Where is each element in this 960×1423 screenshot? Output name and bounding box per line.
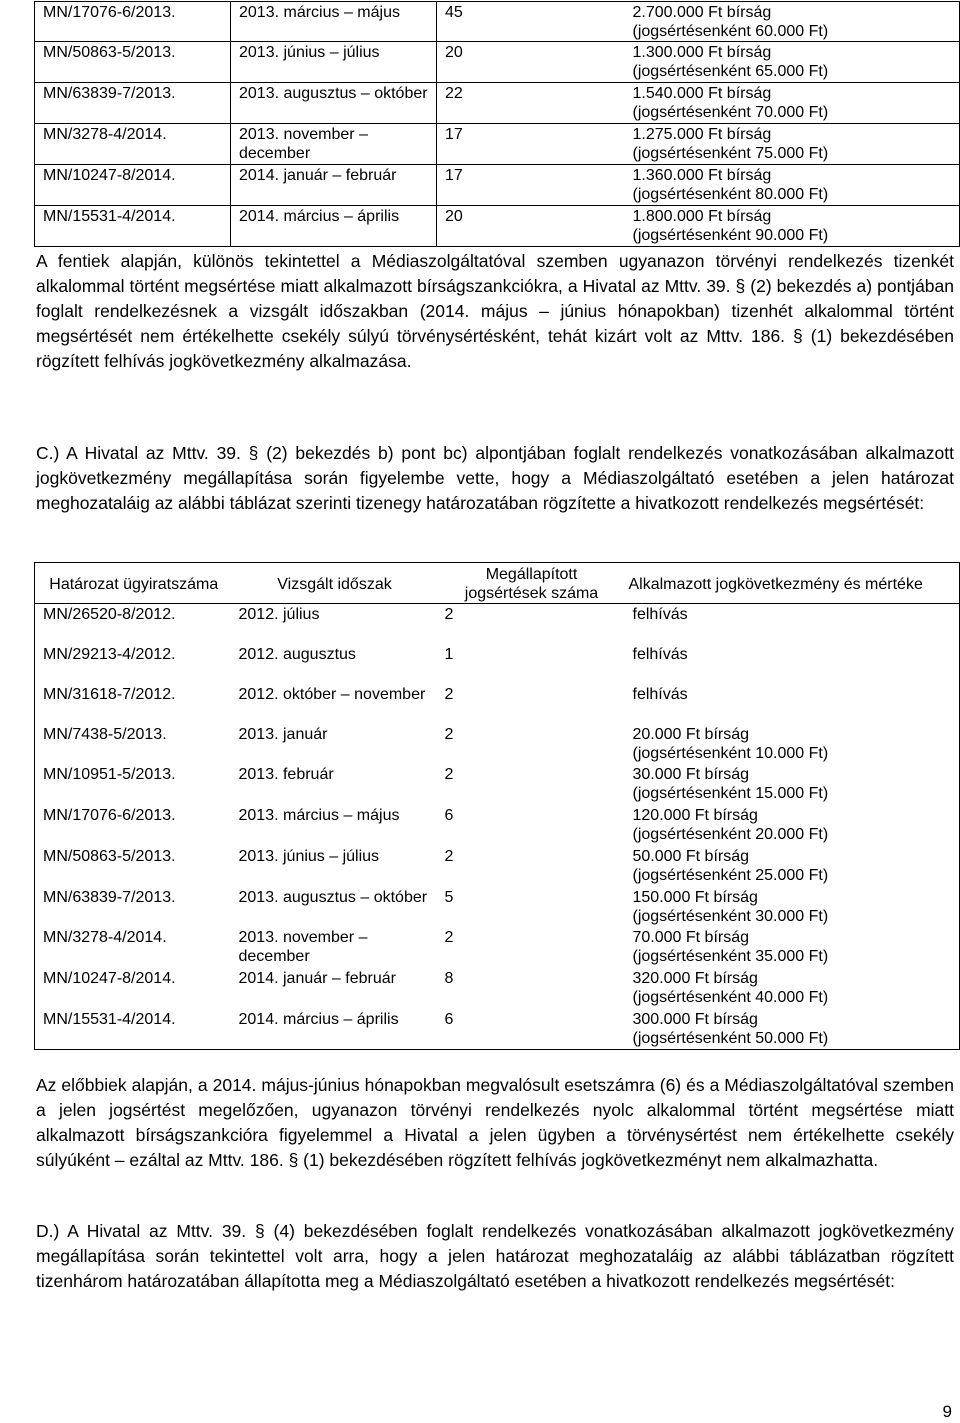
fine-amount: 1.360.000 Ft bírság [632, 167, 772, 184]
count-cell: 22 [437, 83, 625, 124]
sanction-cell [625, 968, 960, 1009]
sanction-cell [625, 206, 960, 247]
count-cell: 2 [444, 928, 454, 946]
fine-amount: felhívás [632, 685, 688, 703]
fine-amount: felhívás [632, 606, 688, 623]
period-cell: 2013. augusztus – október [238, 888, 428, 906]
count-cell: 20 [437, 206, 625, 247]
ref-cell: MN/17076-6/2013. [35, 2, 231, 42]
period-cell: 2012. október – november [238, 685, 426, 703]
period-cell: 2013. március – május [238, 806, 400, 824]
ref-cell: MN/10951-5/2013. [43, 765, 176, 783]
count-cell: 2 [444, 685, 454, 703]
header-sanction: Alkalmazott jogkövetkezmény és mértéke [628, 575, 923, 593]
table-row [35, 968, 960, 1009]
ref-cell: MN/50863-5/2013. [43, 847, 176, 865]
table-row [35, 83, 960, 124]
sanction-cell [625, 846, 960, 887]
fine-per-violation: (jogsértésenként 25.000 Ft) [632, 866, 829, 884]
table-row [35, 206, 960, 247]
fine-amount: 120.000 Ft bírság [632, 806, 758, 824]
paragraph-section-c: C.) A Hivatal az Mttv. 39. § (2) bekezdés b) pont bc) alpontjában foglalt rendelkezés vonatkozásában alkalmazott jogkövetkezmény megállapítása során figyelembe vette, hogy a Médiaszolgáltató esetében a jelen határozat meghozataláig az alábbi táblázat szerinti tizenegy határozatában rögzítette a hivatkozott rendelkezés megsértését: [36, 443, 954, 513]
table-row [35, 764, 960, 805]
table-row [35, 927, 960, 968]
fine-per-violation: (jogsértésenként 60.000 Ft) [632, 23, 829, 40]
count-cell: 2 [444, 725, 454, 743]
ref-cell: MN/10247-8/2014. [43, 969, 176, 987]
page-number: 9 [942, 1402, 952, 1421]
fine-per-violation: (jogsértésenként 20.000 Ft) [632, 825, 829, 843]
period-cell: 2013. január [238, 725, 328, 743]
period-cell: 2013. augusztus – október [231, 83, 437, 124]
count-cell: 1 [444, 645, 454, 663]
fine-per-violation: (jogsértésenként 70.000 Ft) [632, 104, 829, 121]
paragraph-assessment: A fentiek alapján, különös tekintettel a Médiaszolgáltatóval szemben ugyanazon törvényi rendelkezés tizenkét alkalommal történt megsértése miatt alkalmazott bírságszankciókra, a Hivatal az Mttv. 39. § (2) bekezdés a) pontjában foglalt rendelkezésnek a vizsgált időszakban (2014. május – június hónapokban) tizenhét alkalommal történt megsértését nem értékelhette csekély súlyú törvénysértésként, tehát kizárt volt az Mttv. 186. § (1) bekezdésében rögzített felhívás jogkövetkezmény alkalmazása. [36, 251, 954, 371]
fine-amount: 1.275.000 Ft bírság [632, 126, 772, 143]
ref-cell: MN/3278-4/2014. [35, 124, 231, 165]
decisions-table [34, 562, 960, 1050]
table-row [35, 644, 960, 684]
count-cell: 45 [437, 2, 625, 42]
fine-amount: felhívás [632, 645, 688, 663]
header-period: Vizsgált időszak [277, 575, 392, 593]
table-row [35, 887, 960, 927]
table-row [35, 165, 960, 206]
fine-per-violation: (jogsértésenként 90.000 Ft) [632, 227, 829, 244]
fine-amount: 320.000 Ft bírság [632, 969, 758, 987]
count-cell: 2 [444, 606, 454, 623]
ref-cell: MN/17076-6/2013. [43, 806, 176, 824]
sanction-cell [625, 42, 960, 83]
ref-cell: MN/29213-4/2012. [43, 645, 176, 663]
fine-amount: 300.000 Ft bírság [632, 1010, 758, 1028]
table-row [35, 805, 960, 846]
period-cell: 2014. január – február [231, 165, 437, 206]
ref-cell: MN/7438-5/2013. [43, 725, 167, 743]
period-cell: 2012. július [238, 606, 320, 623]
header-ref: Határozat ügyiratszáma [49, 575, 219, 593]
table-row [35, 124, 960, 165]
fine-amount: 30.000 Ft bírság [632, 765, 750, 783]
fine-per-violation: (jogsértésenként 50.000 Ft) [632, 1029, 829, 1047]
period-cell: 2013. február [238, 765, 334, 783]
fine-amount: 150.000 Ft bírság [632, 888, 758, 906]
table-row [35, 846, 960, 887]
fine-per-violation: (jogsértésenként 80.000 Ft) [632, 186, 829, 203]
sanction-cell [625, 644, 960, 684]
ref-cell: MN/3278-4/2014. [43, 928, 167, 946]
fine-amount: 50.000 Ft bírság [632, 847, 750, 865]
period-cell: 2013. június – július [238, 847, 380, 865]
sanction-cell [625, 165, 960, 206]
header-count: Megállapított jogsértések száma [464, 566, 599, 602]
sanction-cell [625, 124, 960, 165]
ref-cell: MN/15531-4/2014. [43, 1010, 176, 1028]
paragraph-conclusion: Az előbbiek alapján, a 2014. május-június hónapokban megvalósult esetszámra (6) és a Médiaszolgáltatóval szemben a jelen jogsértést megelőzően, ugyanazon törvényi rendelkezés nyolc alkalommal történt megsértése miatt alkalmazott bírságszankcióra figyelemmel a Hivatal a jelen ügyben a törvénysértést nem értékelhette csekély súlyúként – ezáltal az Mttv. 186. § (1) bekezdésében rögzített felhívás jogkövetkezményt nem alkalmazhatta. [36, 1075, 954, 1170]
count-cell: 5 [444, 888, 454, 906]
fine-per-violation: (jogsértésenként 10.000 Ft) [632, 744, 829, 762]
period-cell: 2013. március – május [231, 2, 437, 42]
ref-cell: MN/50863-5/2013. [35, 42, 231, 83]
ref-cell: MN/10247-8/2014. [35, 165, 231, 206]
paragraph-section-d: D.) A Hivatal az Mttv. 39. § (4) bekezdésében foglalt rendelkezés vonatkozásában alkalmazott jogkövetkezmény megállapítása során tekintettel volt arra, hogy a jelen határozat meghozataláig az alábbi táblázatban rögzített tizenhárom határozatában állapította meg a Médiaszolgáltató esetében a hivatkozott rendelkezés megsértését: [36, 1221, 954, 1291]
period-cell: 2014. március – április [231, 206, 437, 247]
period-cell: 2013. november – december [231, 124, 437, 165]
fine-amount: 70.000 Ft bírság [632, 928, 750, 946]
fine-per-violation: (jogsértésenként 35.000 Ft) [632, 947, 829, 965]
fine-per-violation: (jogsértésenként 65.000 Ft) [632, 63, 829, 80]
table-row [35, 724, 960, 764]
fine-per-violation: (jogsértésenként 40.000 Ft) [632, 988, 829, 1006]
sanction-cell [625, 2, 960, 42]
sanction-cell [625, 1009, 960, 1050]
ref-cell: MN/15531-4/2014. [35, 206, 231, 247]
sanction-cell [625, 724, 960, 764]
sanction-cell [625, 764, 960, 805]
sanction-cell [625, 805, 960, 846]
count-cell: 2 [444, 847, 454, 865]
count-cell: 17 [437, 165, 625, 206]
fine-per-violation: (jogsértésenként 15.000 Ft) [632, 784, 829, 802]
table-row [35, 2, 960, 42]
table-row [35, 604, 960, 644]
count-cell: 6 [444, 806, 454, 824]
sanction-cell [625, 887, 960, 927]
fine-per-violation: (jogsértésenként 75.000 Ft) [632, 145, 829, 162]
sanction-cell [625, 604, 960, 644]
table-row [35, 1009, 960, 1050]
previous-fines-table [34, 1, 960, 247]
sanction-cell [625, 83, 960, 124]
count-cell: 2 [444, 765, 454, 783]
count-cell: 8 [444, 969, 454, 987]
fine-amount: 2.700.000 Ft bírság [632, 4, 772, 21]
table-row [35, 684, 960, 724]
period-cell: 2013. november – december [238, 928, 368, 965]
sanction-cell [625, 927, 960, 968]
period-cell: 2014. március – április [238, 1010, 399, 1028]
count-cell: 17 [437, 124, 625, 165]
period-cell: 2012. augusztus [238, 645, 356, 663]
fine-per-violation: (jogsértésenként 30.000 Ft) [632, 907, 829, 925]
fine-amount: 1.300.000 Ft bírság [632, 44, 772, 61]
period-cell: 2014. január – február [238, 969, 396, 987]
fine-amount: 20.000 Ft bírság [632, 725, 750, 743]
period-cell: 2013. június – július [231, 42, 437, 83]
ref-cell: MN/26520-8/2012. [43, 606, 176, 623]
ref-cell: MN/63839-7/2013. [43, 888, 176, 906]
sanction-cell [625, 684, 960, 724]
fine-amount: 1.540.000 Ft bírság [632, 85, 772, 102]
table-header-row [35, 563, 960, 604]
table-row [35, 42, 960, 83]
fine-amount: 1.800.000 Ft bírság [632, 208, 772, 225]
count-cell: 6 [444, 1010, 454, 1028]
count-cell: 20 [437, 42, 625, 83]
ref-cell: MN/31618-7/2012. [43, 685, 176, 703]
ref-cell: MN/63839-7/2013. [35, 83, 231, 124]
